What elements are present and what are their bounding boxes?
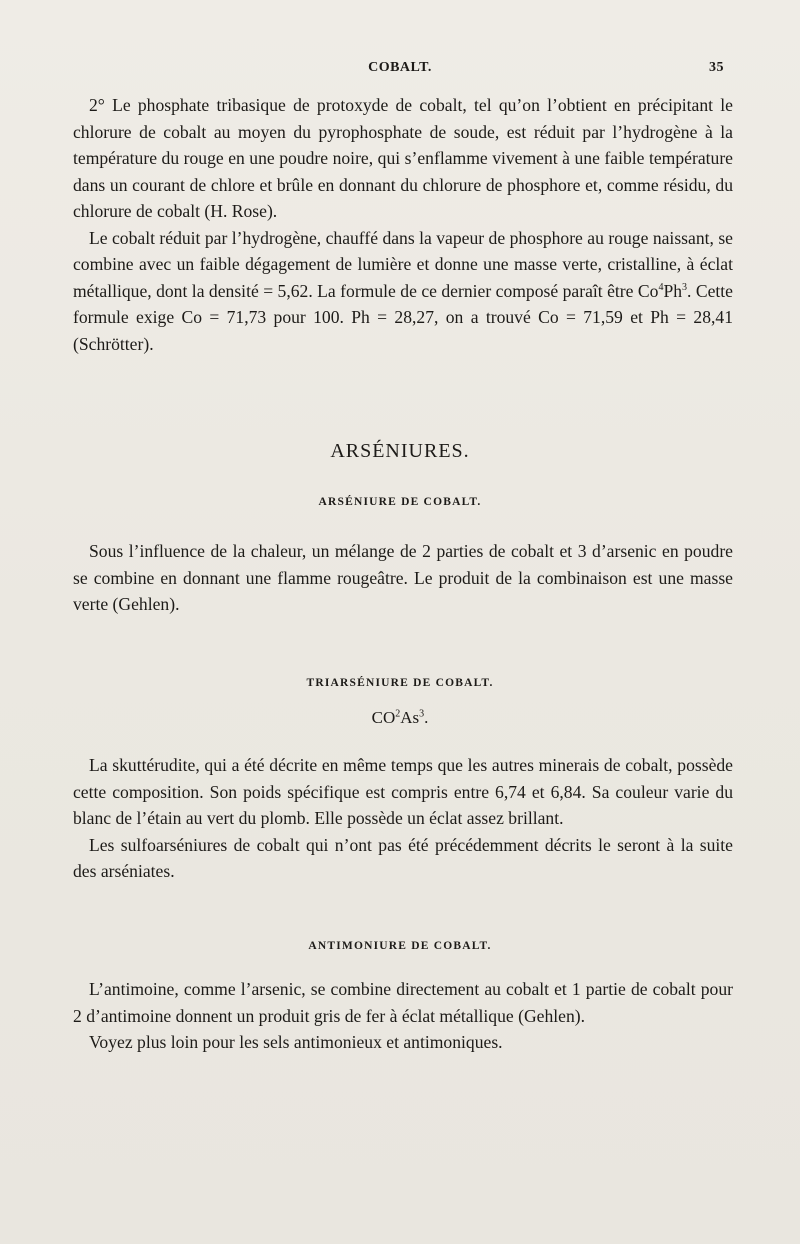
running-head-title: COBALT. [368, 60, 432, 75]
paragraph-antimonieux: Voyez plus loin pour les sels antimonieux et antimoniques. [89, 1032, 503, 1052]
heading-arseniure-de-cobalt: ARSÉNIURE DE COBALT. [318, 496, 482, 508]
phosphide-text-block [73, 92, 733, 357]
paragraph-arseniure: Sous l’influence de la chaleur, un mélange de 2 parties de cobalt et 3 d’arsenic en poudre se combine en donnant une flamme rougeâtre. Le produit de la combinaison est une masse verte (Gehlen). [73, 541, 733, 614]
heading-triarseniure-de-cobalt: TRIARSÉNIURE DE COBALT. [306, 677, 494, 689]
paragraph-sulfoarseniures: Les sulfoarséniures de cobalt qui n’ont pas été précédemment décrits le seront à la suite des arséniates. [73, 834, 733, 881]
paragraph-antimoniure: L’antimoine, comme l’arsenic, se combine directement au cobalt et 1 partie de cobalt pour 2 d’antimoine donnent un produit gris de fer à éclat métallique (Gehlen). [73, 979, 733, 1026]
formula-triarseniure: $CO^2As^3$. [371, 708, 429, 727]
paragraph-skutterudite: La skuttérudite, qui a été décrite en même temps que les autres minerais de cobalt, possède cette composition. Son poids spécifique est compris entre 6,74 et 6,84. Sa couleur varie du blanc de l’étain au vert du plomb. Elle possède un éclat assez brillant. [73, 755, 733, 828]
heading-antimoniure-de-cobalt: ANTIMONIURE DE COBALT. [308, 940, 492, 952]
paragraph-phosphate-reduction: 2° Le phosphate tribasique de protoxyde de cobalt, tel qu’on l’obtient en précipitant le chlorure de cobalt au moyen du pyrophosphate de soude, est réduit par l’hydrogène à la température du rouge en une poudre noire, qui s’enflamme vivement à une faible température dans un courant de chlore et brûle en donnant du chlorure de phosphore et, comme résidu, du chlorure de cobalt (H. Rose). [73, 95, 733, 221]
section-heading-arseniures: ARSÉNIURES. [330, 440, 470, 462]
antimoniure-text-block [73, 976, 733, 1056]
triarseniure-text-block [73, 752, 733, 885]
paragraph-phosphide-formula: Le cobalt réduit par l’hydrogène, chauffé dans la vapeur de phosphore au rouge naissant, se combine avec un faible dégagement de lumière et donne une masse verte, cristalline, à éclat métallique, dont la densité = 5,62. La formule de ce dernier composé paraît être Co$^4$Ph$^3$. Cette formule exige Co = 71,73 pour 100. Ph = 28,27, on a trouvé Co = 71,59 et Ph = 28,41 (Schrötter). [73, 227, 733, 354]
arseniure-text-block [73, 538, 733, 618]
running-head [0, 60, 800, 82]
page-number: 35 [709, 60, 724, 75]
